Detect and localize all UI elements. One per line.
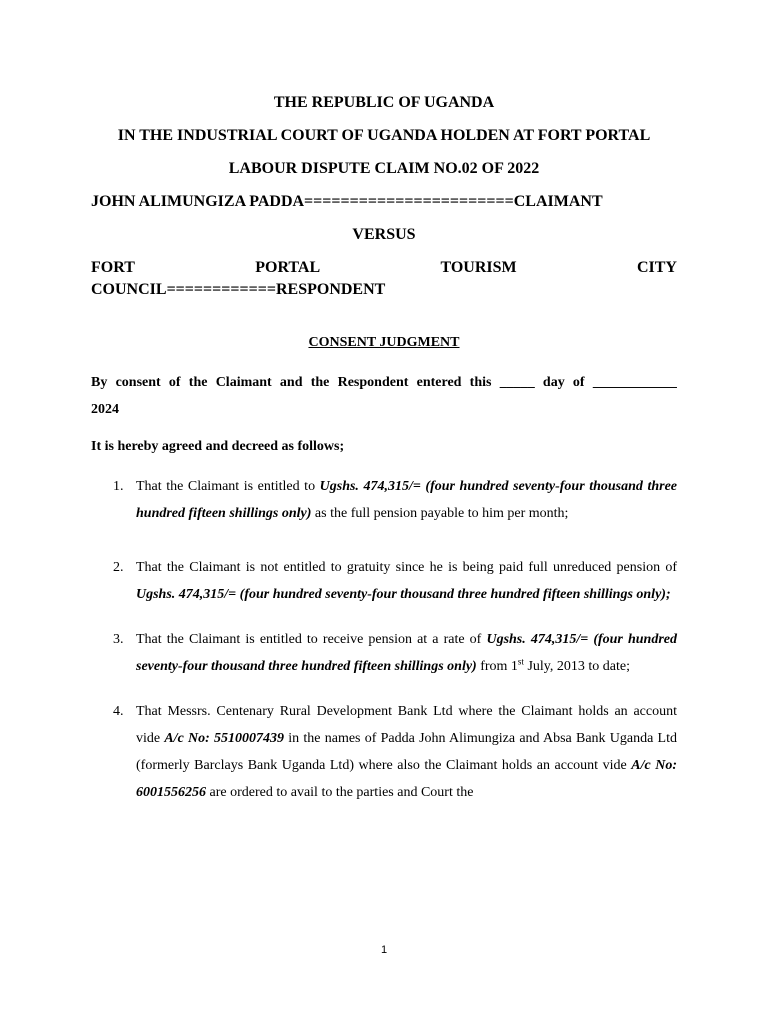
clause-text: from 1 <box>476 659 518 674</box>
clause-number: 1. <box>113 479 124 494</box>
amount-text: Ugshs. 474,315/= (four hundred seventy-four thousand three hundred fifteen shillings only); <box>136 587 671 602</box>
clause-text: That the Claimant is entitled to <box>136 479 320 494</box>
clause-number: 3. <box>113 632 124 647</box>
consent-intro <box>91 369 677 423</box>
clause-text: That the Claimant is entitled to receive pension at a rate of <box>136 632 487 647</box>
clause-text: are ordered to avail to the parties and Court the <box>206 785 474 800</box>
intro-word: of <box>168 375 181 390</box>
intro-word: consent <box>115 375 161 390</box>
republic-heading: THE REPUBLIC OF UGANDA <box>273 94 495 111</box>
clause-item <box>91 554 677 608</box>
clause-number: 4. <box>113 704 124 719</box>
account-number: A/c No: 5510007439 <box>164 731 285 746</box>
intro-line-1 <box>91 369 677 396</box>
respondent-word: FORT <box>91 259 135 276</box>
clause-text: That Messrs. Centenary Rural Development Bank Ltd where the Claimant holds an account vide <box>136 704 677 746</box>
clause-item <box>91 698 677 806</box>
clause-text: July, 2013 to date; <box>523 659 630 674</box>
intro-word: of <box>572 375 585 390</box>
clause-item <box>91 626 677 680</box>
versus-heading: VERSUS <box>352 226 416 243</box>
intro-word: _____ <box>499 375 535 390</box>
document-title: CONSENT JUDGMENT <box>308 335 460 350</box>
intro-word: Claimant <box>215 375 272 390</box>
claimant-line: JOHN ALIMUNGIZA PADDA=======================CLAIMANT <box>91 193 603 210</box>
intro-word: the <box>310 375 330 390</box>
ordinal-suffix: st <box>517 656 524 667</box>
document-body <box>91 92 677 806</box>
clause-item <box>91 473 677 527</box>
clause-number: 2. <box>113 560 124 575</box>
intro-word: entered <box>416 375 462 390</box>
clause-list <box>91 473 677 806</box>
respondent-line-2: COUNCIL============RESPONDENT <box>91 281 386 298</box>
court-heading: IN THE INDUSTRIAL COURT OF UGANDA HOLDEN AT FORT PORTAL <box>117 127 651 144</box>
intro-word: and <box>279 375 303 390</box>
respondent-block <box>91 257 677 301</box>
respondent-word: TOURISM <box>440 259 517 276</box>
respondent-word: PORTAL <box>255 259 321 276</box>
clause-text: That the Claimant is not entitled to gratuity since he is being paid full unreduced pension of <box>136 560 677 575</box>
intro-word: day <box>542 375 565 390</box>
amount-text: Ugshs. 474,315/= (four hundred seventy-four thousand three hundred fifteen shillings only) <box>136 632 677 674</box>
claim-number-heading: LABOUR DISPUTE CLAIM NO.02 OF 2022 <box>228 160 540 177</box>
clause-text: as the full pension payable to him per month; <box>311 506 569 521</box>
amount-text: Ugshs. 474,315/= (four hundred seventy-four thousand three hundred fifteen shillings only) <box>136 479 678 521</box>
respondent-word: CITY <box>636 259 677 276</box>
intro-word: ____________ <box>592 375 677 390</box>
intro-word: this <box>469 375 492 390</box>
intro-word: Respondent <box>337 375 409 390</box>
account-number: A/c No: 6001556256 <box>136 758 677 800</box>
clause-text: in the names of Padda John Alimungiza and Absa Bank Uganda Ltd (formerly Barclays Bank Uganda Ltd) where also the Claimant holds an account vide <box>136 731 677 773</box>
intro-word: the <box>188 375 208 390</box>
agreed-statement: It is hereby agreed and decreed as follows; <box>91 439 345 454</box>
respondent-line-1 <box>91 257 677 279</box>
intro-word: By <box>91 375 108 390</box>
intro-year: 2024 <box>91 402 119 417</box>
page-number: 1 <box>380 944 388 956</box>
